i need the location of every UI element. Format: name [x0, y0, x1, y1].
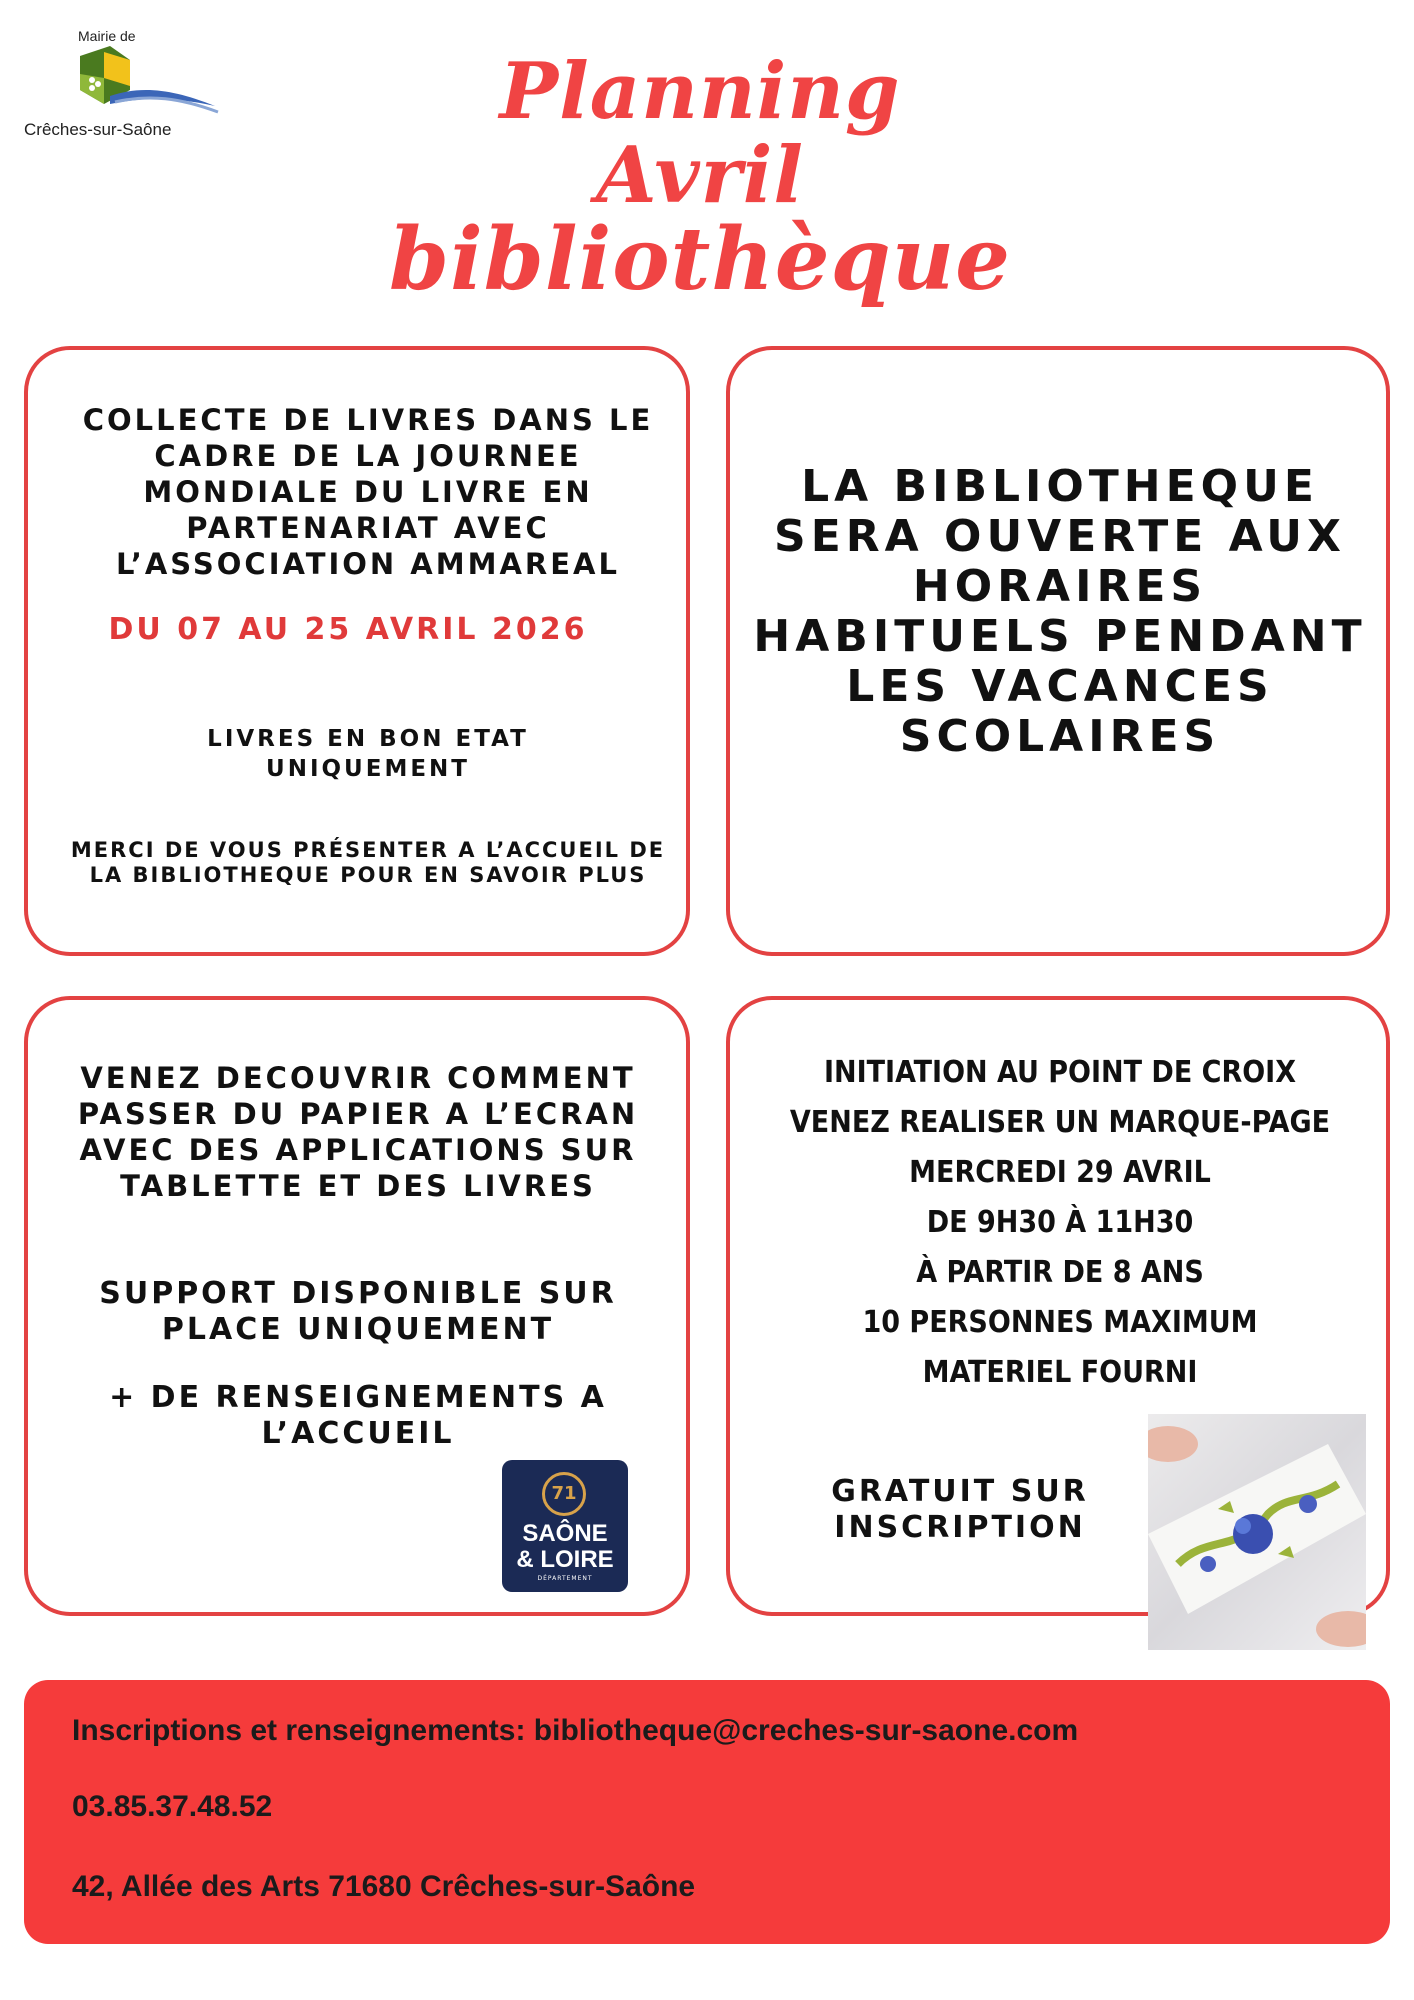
horaires-text: LA BIBLIOTHEQUE SERA OUVERTE AUX HORAIRES HABITUELS PENDANT LES VACANCES SCOLAIRES	[753, 461, 1367, 762]
footer-contact-email: Inscriptions et renseignements: bibliotheque@creches-sur-saone.com	[72, 1714, 1079, 1747]
cross-stitch-bookmark-icon	[1148, 1414, 1366, 1650]
numerique-renseignements: + DE RENSEIGNEMENTS A L’ACCUEIL	[109, 1380, 607, 1451]
department-number: 71	[542, 1472, 586, 1516]
atelier-gratuit: GRATUIT SUR INSCRIPTION	[831, 1474, 1089, 1545]
title-line-1: Planning	[499, 46, 901, 137]
atelier-line: À PARTIR DE 8 ANS	[916, 1255, 1204, 1290]
collecte-dates: DU 07 AU 25 AVRIL 2026	[108, 612, 588, 647]
collecte-description: COLLECTE DE LIVRES DANS LE CADRE DE LA JOURNEE MONDIALE DU LIVRE EN PARTENARIAT AVEC L’ASSOCIATION AMMAREAL	[82, 403, 654, 581]
logo-top-text: Mairie de	[78, 28, 136, 44]
footer-address: 42, Allée des Arts 71680 Crêches-sur-Saône	[72, 1870, 696, 1903]
atelier-line: 10 PERSONNES MAXIMUM	[862, 1305, 1258, 1340]
atelier-line: DE 9H30 À 11H30	[926, 1205, 1194, 1240]
mairie-emblem-icon	[70, 46, 220, 126]
atelier-line: INITIATION AU POINT DE CROIX	[823, 1055, 1297, 1090]
bookmark-photo	[1148, 1414, 1366, 1650]
department-label: DÉPARTEMENT	[537, 1575, 593, 1582]
saone-loire-logo	[502, 1460, 628, 1592]
contact-footer	[24, 1680, 1390, 1944]
logo-bottom-text: Crêches-sur-Saône	[24, 120, 172, 139]
title-line-3: bibliothèque	[389, 209, 1011, 310]
page-title	[300, 46, 1100, 310]
card-collecte	[24, 346, 690, 956]
atelier-line: MATERIEL FOURNI	[922, 1355, 1198, 1390]
atelier-line: VENEZ REALISER UN MARQUE-PAGE	[789, 1105, 1331, 1140]
atelier-details	[750, 1048, 1370, 1398]
title-line-2: Avril	[595, 130, 805, 221]
card-numerique	[24, 996, 690, 1616]
department-name-2: & LOIRE	[516, 1546, 614, 1573]
collecte-condition: LIVRES EN BON ETAT UNIQUEMENT	[207, 726, 529, 782]
mairie-logo	[20, 28, 200, 148]
footer-phone: 03.85.37.48.52	[72, 1790, 273, 1823]
numerique-description: VENEZ DECOUVRIR COMMENT PASSER DU PAPIER A L’ECRAN AVEC DES APPLICATIONS SUR TABLETTE ET DES LIVRES	[77, 1061, 639, 1203]
atelier-line: MERCREDI 29 AVRIL	[909, 1155, 1211, 1190]
card-horaires	[726, 346, 1390, 956]
collecte-info: MERCI DE VOUS PRÉSENTER A L’ACCUEIL DE LA BIBLIOTHEQUE POUR EN SAVOIR PLUS	[70, 838, 666, 887]
numerique-support: SUPPORT DISPONIBLE SUR PLACE UNIQUEMENT	[99, 1276, 617, 1347]
department-name-1: SAÔNE	[522, 1520, 608, 1547]
